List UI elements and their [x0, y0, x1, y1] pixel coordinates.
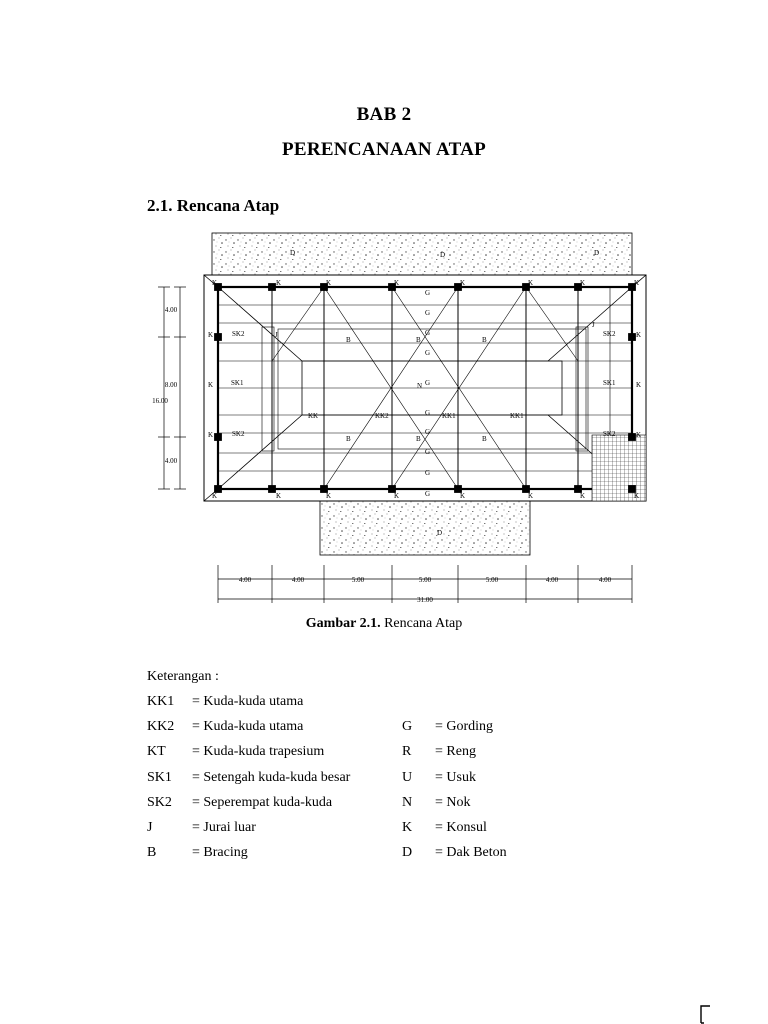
- section-heading: 2.1. Rencana Atap: [147, 196, 280, 215]
- dim-label-horizontal: 5.00: [351, 576, 365, 584]
- page-corner-mark: [699, 1004, 711, 1024]
- konsul-label: K: [460, 279, 466, 287]
- konsul-label: K: [212, 279, 218, 287]
- legend-code: D: [402, 845, 413, 861]
- dim-label-horizontal: 4.00: [545, 576, 559, 584]
- sk2-label: SK2: [603, 330, 616, 338]
- kk1-label: KK1: [510, 412, 524, 420]
- nok-label: N: [417, 382, 423, 390]
- legend-code: N: [402, 794, 413, 810]
- roof-plan-svg: [140, 225, 660, 610]
- bracing-label: B: [416, 336, 421, 344]
- konsul-label: K: [636, 431, 642, 439]
- gording-label: G: [425, 428, 431, 436]
- legend-desc: = Seperempat kuda-kuda: [192, 794, 333, 810]
- konsul-label: K: [212, 492, 218, 500]
- legend-desc: = Jurai luar: [192, 819, 256, 835]
- dak-label: D: [440, 251, 446, 259]
- legend-title: Keterangan :: [147, 669, 219, 684]
- dak-label: D: [437, 529, 443, 537]
- legend-desc: = Setengah kuda-kuda besar: [192, 769, 351, 785]
- legend-desc: = Usuk: [435, 769, 476, 785]
- legend-row: [147, 840, 507, 865]
- legend-desc: = Kuda-kuda trapesium: [192, 744, 325, 760]
- dim-label-horizontal: 4.00: [598, 576, 612, 584]
- sk2-label: SK2: [232, 330, 245, 338]
- legend-desc: = Reng: [435, 744, 476, 760]
- dim-label-vertical: 4.00: [164, 306, 178, 314]
- legend-desc: = Gording: [435, 719, 494, 735]
- jurai-label: J: [275, 331, 278, 339]
- legend-desc: = Kuda-kuda utama: [192, 719, 304, 735]
- legend-code: U: [402, 769, 413, 785]
- bracing-label: B: [416, 435, 421, 443]
- bracing-label: B: [482, 435, 487, 443]
- column-marker: [629, 434, 636, 441]
- column-marker: [215, 334, 222, 341]
- legend-code: KT: [147, 744, 166, 760]
- konsul-label: K: [580, 279, 586, 287]
- konsul-label: K: [528, 279, 534, 287]
- legend-code: SK2: [147, 794, 172, 810]
- konsul-label: K: [208, 331, 214, 339]
- gording-label: G: [425, 349, 431, 357]
- konsul-label: K: [326, 279, 332, 287]
- gording-label: G: [425, 379, 431, 387]
- konsul-label: K: [276, 279, 282, 287]
- chapter-number: BAB 2: [356, 104, 412, 125]
- legend-row: [147, 739, 476, 764]
- konsul-label: K: [636, 381, 642, 389]
- legend-code: KK2: [147, 719, 175, 735]
- kk2-label: KK2: [375, 412, 389, 420]
- legend-row: [147, 714, 494, 739]
- column-marker: [629, 334, 636, 341]
- legend-row: [147, 689, 304, 714]
- bracing-label: B: [346, 336, 351, 344]
- sk2-label: SK2: [232, 430, 245, 438]
- legend-row: [147, 790, 471, 815]
- dak-beton-top: [212, 233, 632, 275]
- konsul-label: K: [276, 492, 282, 500]
- gording-label: G: [425, 329, 431, 337]
- caption-text: Rencana Atap: [384, 616, 463, 631]
- legend-code: B: [147, 845, 157, 861]
- konsul-label: K: [394, 279, 400, 287]
- legend-row: [147, 815, 487, 840]
- konsul-label: K: [580, 492, 586, 500]
- gording-label: G: [425, 448, 431, 456]
- konsul-label: K: [634, 492, 640, 500]
- konsul-label: K: [634, 279, 640, 287]
- kk1-label: KK1: [442, 412, 456, 420]
- figure-caption: [0, 616, 768, 632]
- gording-label: G: [425, 309, 431, 317]
- roof-plan-drawing: [140, 225, 660, 610]
- legend-code: G: [402, 719, 413, 735]
- legend-code: J: [147, 819, 153, 835]
- legend-code: R: [402, 744, 412, 760]
- dak-beton-bottom: [320, 501, 530, 555]
- column-marker: [269, 486, 276, 493]
- gording-label: G: [425, 490, 431, 498]
- column-marker: [215, 434, 222, 441]
- bracing-label: B: [482, 336, 487, 344]
- konsul-label: K: [528, 492, 534, 500]
- dak-label: D: [290, 249, 296, 257]
- konsul-label: K: [326, 492, 332, 500]
- dim-label-horizontal: 4.00: [291, 576, 305, 584]
- sk1-label: SK1: [603, 379, 616, 387]
- legend-desc: = Kuda-kuda utama: [192, 694, 304, 709]
- legend-code: SK1: [147, 769, 172, 785]
- dim-label-vertical-total: 16.00: [152, 397, 168, 405]
- gording-label: G: [425, 289, 431, 297]
- gording-label: G: [425, 409, 431, 417]
- konsul-label: K: [460, 492, 466, 500]
- sk1-label: SK1: [231, 379, 244, 387]
- chapter-title: PERENCANAAN ATAP: [281, 139, 487, 160]
- bracing-label: B: [346, 435, 351, 443]
- legend-desc: = Nok: [435, 794, 471, 810]
- sk2-label: SK2: [603, 430, 616, 438]
- legend-desc: = Konsul: [435, 819, 487, 835]
- konsul-label: K: [208, 381, 214, 389]
- kk-label: KK: [308, 412, 319, 420]
- legend-code: K: [402, 819, 413, 835]
- konsul-label: K: [208, 431, 214, 439]
- konsul-label: K: [636, 331, 642, 339]
- legend-row: [147, 765, 476, 790]
- dim-label-horizontal: 5.00: [485, 576, 499, 584]
- column-marker: [269, 284, 276, 291]
- caption-label: Gambar 2.1.: [305, 616, 381, 631]
- legend: [147, 664, 507, 865]
- legend-desc: = Bracing: [192, 845, 248, 861]
- dim-label-horizontal: 4.00: [238, 576, 252, 584]
- dim-label-vertical: 4.00: [164, 457, 178, 465]
- dim-label-horizontal: 5.00: [418, 576, 432, 584]
- jurai-label: J: [592, 321, 595, 329]
- dim-label-vertical: 8.00: [164, 381, 178, 389]
- konsul-label: K: [394, 492, 400, 500]
- legend-desc: = Dak Beton: [435, 845, 507, 861]
- dak-label: D: [594, 249, 600, 257]
- gording-label: G: [425, 469, 431, 477]
- legend-code: KK1: [147, 694, 175, 709]
- dim-label-horizontal-total: 31.00: [417, 596, 433, 604]
